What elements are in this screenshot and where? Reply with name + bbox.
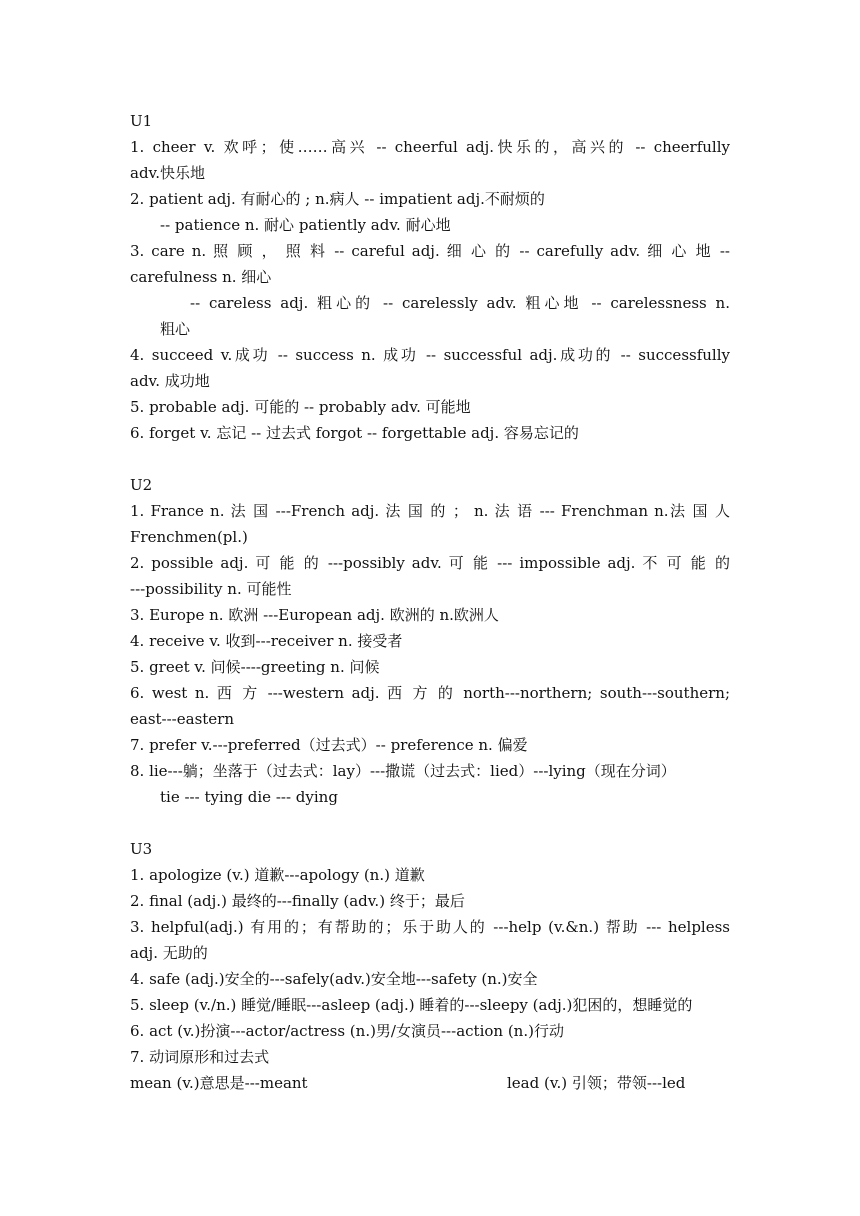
u3-line-3: 3. helpful(adj.) 有用的；有帮助的；乐于助人的 ---help (v.&n.) 帮助 --- helpless [130,918,730,936]
document-page [130,108,730,1096]
u2-line-11: 8. lie---躺；坐落于（过去式：lay）---撒谎（过去式：lied）---lying（现在分词） [130,762,676,780]
u3-line-8: 7. 动词原形和过去式 [130,1048,270,1066]
u2-line-2: Frenchmen(pl.) [130,528,248,546]
u1-line-7: -- careless adj. 粗心的 -- carelessly adv. 粗心地 -- carelessness n. [190,294,730,312]
u1-line-10: adv. 成功地 [130,372,210,390]
u1-line-4: -- patience n. 耐心 patiently adv. 耐心地 [160,216,451,234]
u2-line-10: 7. prefer v.---preferred（过去式）-- preference n. 偏爱 [130,736,528,754]
unit-heading-u3: U3 [130,840,153,858]
u1-line-8: 粗心 [160,320,191,338]
u2-line-1: 1. France n. 法 国 ---French adj. 法 国 的 ； n. 法 语 --- Frenchman n.法 国 人 [130,502,730,520]
u2-line-12: tie --- tying die --- dying [160,788,338,806]
u1-line-1: 1. cheer v. 欢呼；使……高兴 -- cheerful adj.快乐的，高兴的 -- cheerfully [130,138,730,156]
spacer [130,810,730,836]
u2-line-7: 5. greet v. 问候----greeting n. 问候 [130,658,380,676]
u2-line-6: 4. receive v. 收到---receiver n. 接受者 [130,632,403,650]
u2-line-9: east---eastern [130,710,235,728]
u3-two-column-row [130,1070,730,1096]
u1-line-3: 2. patient adj. 有耐心的 ; n.病人 -- impatient adj.不耐烦的 [130,190,545,208]
u1-line-9: 4. succeed v.成功 -- success n. 成功 -- successful adj.成功的 -- successfully [130,346,730,364]
u1-line-11: 5. probable adj. 可能的 -- probably adv. 可能地 [130,398,471,416]
u3-line-5: 4. safe (adj.)安全的---safely(adv.)安全地---safety (n.)安全 [130,970,538,988]
u3-line-2: 2. final (adj.) 最终的---finally (adv.) 终于；最后 [130,892,465,910]
u1-line-12: 6. forget v. 忘记 -- 过去式 forgot -- forgettable adj. 容易忘记的 [130,424,579,442]
unit-heading-u2: U2 [130,476,153,494]
u2-line-5: 3. Europe n. 欧洲 ---European adj. 欧洲的 n.欧洲人 [130,606,499,624]
u2-line-4: ---possibility n. 可能性 [130,580,292,598]
u3-col-right: lead (v.) 引领；带领---led [507,1074,686,1092]
unit-heading-u1: U1 [130,112,153,130]
u2-line-3: 2. possible adj. 可 能 的 ---possibly adv. 可 能 --- impossible adj. 不 可 能 的 [130,554,730,572]
u3-line-7: 6. act (v.)扮演---actor/actress (n.)男/女演员---action (n.)行动 [130,1022,564,1040]
u2-line-8: 6. west n. 西 方 ---western adj. 西 方 的 north---northern; south---southern; [130,684,730,702]
u3-line-1: 1. apologize (v.) 道歉---apology (n.) 道歉 [130,866,425,884]
u1-line-5: 3. care n. 照 顾 ， 照 料 -- careful adj. 细 心 的 -- carefully adv. 细 心 地 -- [130,242,730,260]
spacer [130,446,730,472]
u3-line-6: 5. sleep (v./n.) 睡觉/睡眠---asleep (adj.) 睡着的---sleepy (adj.)犯困的，想睡觉的 [130,996,693,1014]
u1-line-2: adv.快乐地 [130,164,206,182]
u1-line-6: carefulness n. 细心 [130,268,272,286]
u3-line-4: adj. 无助的 [130,944,208,962]
u3-col-left: mean (v.)意思是---meant [130,1074,308,1092]
